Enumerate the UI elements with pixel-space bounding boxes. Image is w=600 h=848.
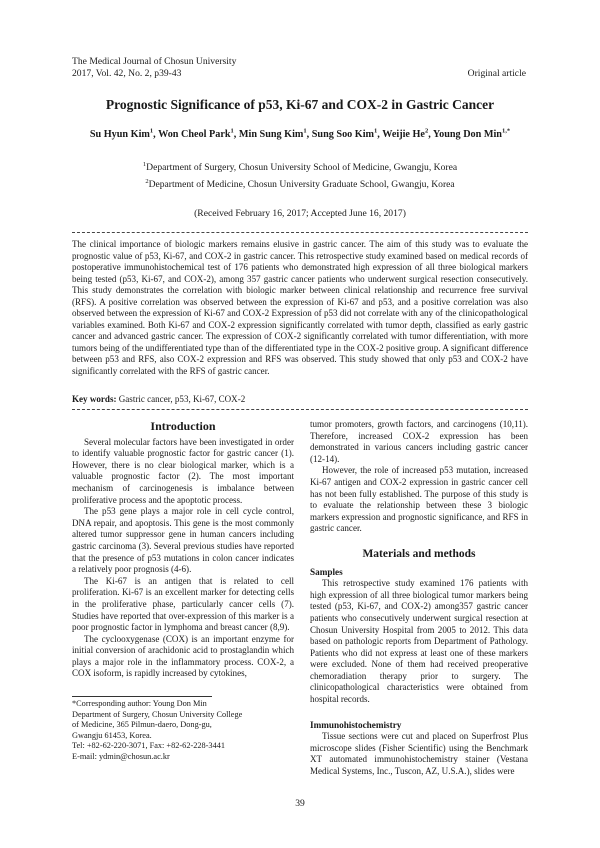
keywords-text: Gastric cancer, p53, Ki-67, COX-2 [116, 394, 246, 404]
ihc-heading: Immunohistochemistry [310, 719, 402, 730]
intro-paragraph-last: However, the role of increased p53 mutation, increased Ki-67 antigen and COX-2 expression in gastric cancer cell has not been fully established. The purpose of this study is to evaluate the relationship between these 3 biologic markers expression and prognostic significance, and RFS in gastric cancer. [310, 465, 528, 534]
introduction-heading: Introduction [150, 419, 216, 433]
affiliation-2: $^2$Department of Medicine, Chosun University Graduate School, Gwangju, Korea [145, 177, 455, 190]
author: Young Don Min$^{1,*}$ [432, 127, 511, 140]
author: Sung Soo Kim$^1$, [311, 127, 383, 140]
intro-paragraph: The cyclooxygenase (COX) is an important enzyme for initial conversion of arachidonic acid to prostaglandin which plays a major role in the inflammatory process. COX-2, a COX isoform, is rapidly increased by cytokines, [72, 633, 294, 679]
article-type: Original article [467, 68, 526, 79]
column-left [72, 419, 294, 680]
keywords-label: Key words: [72, 394, 117, 404]
footnote-rule [72, 696, 212, 697]
ihc-paragraph: Tissue sections were cut and placed on Superfrost Plus microscope slides (Fisher Scientific) using the Benchmark XT automated immunohistochemistry stainer (Vestana Medical Systems, Inc., Tuscon, AZ, U.S.A.), slides were [310, 731, 528, 777]
abstract: The clinical importance of biologic markers remains elusive in gastric cancer. The aim of this study was to evaluate the prognostic value of p53, Ki-67, and COX-2 in gastric cancer. This retrospective study examined based on medical records of postoperative immunohistochemical test of 176 patients who demonstrated high expression of all three biological markers being tested (p53, Ki-67, and COX-2), among 357 gastric cancer patients who underwent surgical resection consecutively. This study demonstrates the correlation with biologic marker between clinical relationship and recurrence free survival (RFS). A positive correlation was observed between the expression of Ki-67 and p53, and a positive correlation was also observed between the expression of Ki-67 and COX-2 Expression of p53 did not correlate with any of the clinicopathological variables examined. Both Ki-67 and COX-2 expression significantly correlated with tumor depth, classified as early gastric cancer and advanced gastric cancer. The expression of COX-2 significantly correlated with tumor differentiation, with more tumors being of the undifferentiated type than of the differentiated type in the COX-2 positive group. A significant difference between p53 and RFS, also COX-2 expression and RFS was observed. This study showed that only p53 and COX-2 have significantly correlated with the RFS of gastric cancer. [72, 239, 528, 377]
journal-citation: 2017, Vol. 42, No. 2, p39-43 [72, 68, 182, 79]
affiliation-1: $^1$Department of Surgery, Chosun University School of Medicine, Gwangju, Korea [142, 160, 458, 173]
intro-paragraph: The p53 gene plays a major role in cell cycle control, DNA repair, and apoptosis. This gene is the most commonly altered tumor suppressor gene in human cancers including gastric carcinoma (3). Several previous studies have reported that the presence of p53 mutations in colon cancer indicates a relatively poor prognosis (4-6). [72, 506, 294, 575]
samples-heading: Samples [310, 566, 343, 577]
intro-paragraph: Several molecular factors have been investigated in order to identify valuable prognostic factor for gastric cancer (1). However, there is no clear biological marker, which is a valuable prognostic factor (2). The most important mechanism of carcinogenesis is imbalance between proliferative process and the apoptotic process. [72, 436, 294, 505]
intro-paragraph: The Ki-67 is an antigen that is related to cell proliferation. Ki-67 is an excellent marker for detecting cells in the proliferative phase, particularly cancer cells (7). Studies have reported that over-expression of this marker is a poor prognostic factor in lymphoma and breast cancer (8,9). [72, 575, 294, 633]
methods-heading: Materials and methods [362, 547, 476, 560]
keywords [72, 394, 528, 404]
journal-name: The Medical Journal of Chosun University [72, 56, 237, 67]
page-number: 39 [295, 798, 305, 809]
author: Min Sung Kim$^1$, [238, 127, 312, 140]
author: Weijie He$^2$, [382, 127, 433, 140]
author: Su Hyun Kim$^1$, [89, 127, 159, 140]
intro-continuation: tumor promoters, growth factors, and carcinogens (10,11). Therefore, increased COX-2 expression has been demonstrated in various cancers including gastric cancer (12-14). [310, 419, 528, 464]
paper-title: Prognostic Significance of p53, Ki-67 and COX-2 in Gastric Cancer [105, 97, 495, 112]
author: Won Cheol Park$^1$, [158, 127, 239, 140]
column-right [310, 419, 528, 778]
author-list [0, 129, 600, 140]
journal-header [72, 56, 236, 80]
received-dates: (Received February 16, 2017; Accepted June 16, 2017) [194, 208, 406, 219]
corresponding-author-footnote: *Corresponding author: Young Don Min Department of Surgery, Chosun University College of Medicine, 365 Pilmun-daero, Dong-gu, Gwangju 61453, Korea. Tel: +82-62-220-3071, Fax: +82-62-228-3441 E-mail: ydmin@chosun.ac.kr [72, 699, 243, 761]
divider-bottom [72, 409, 528, 410]
divider-top [72, 232, 528, 233]
samples-paragraph: This retrospective study examined 176 patients with high expression of all three biological tumor markers being tested (p53, Ki-67, and COX-2) among357 gastric cancer patients who consecutively underwent surgical resection at Chosun University Hospital from 2005 to 2012. This data based on pathologic reports from Department of Pathology. Patients who did not express at least one of these markers were excluded. None of them had received preoperative chemoradiation therapy prior to surgery. The clinicopathological characteristics were obtained from hospital records. [310, 578, 528, 705]
